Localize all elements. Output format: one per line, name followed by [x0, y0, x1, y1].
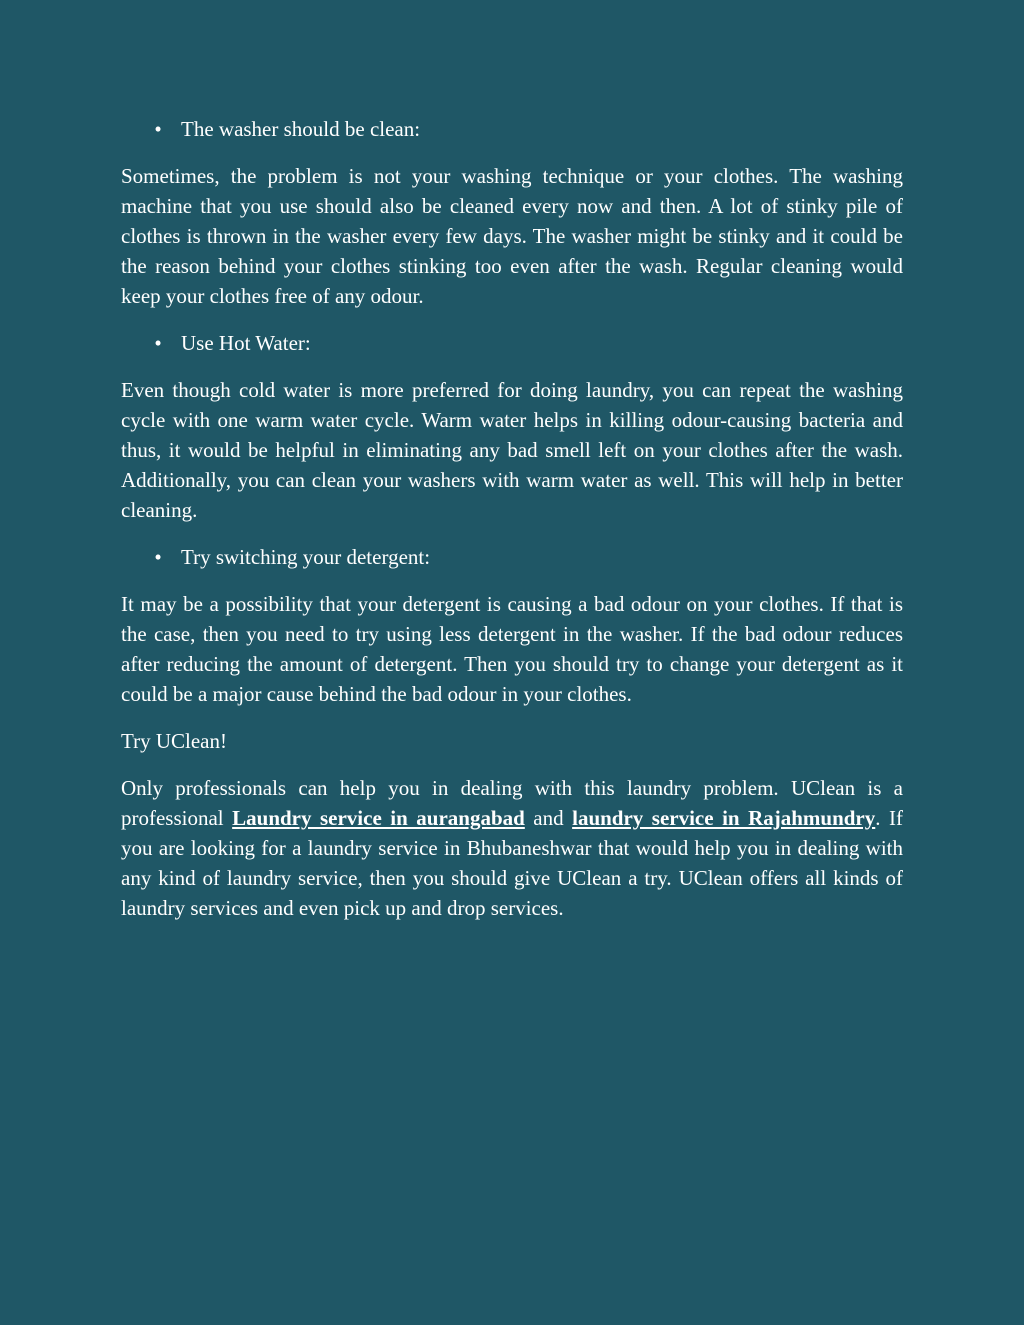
document-content — [121, 114, 903, 940]
bullet-icon: • — [154, 117, 162, 141]
bullet-text: Try switching your detergent: — [181, 545, 431, 569]
bullet-item — [121, 114, 903, 144]
closing-text-and: and — [524, 806, 573, 830]
laundry-aurangabad-link[interactable]: Laundry service in aurangabad — [232, 806, 525, 830]
bullet-item — [121, 328, 903, 358]
paragraph: Sometimes, the problem is not your washing technique or your clothes. The washing machine that you use should also be cleaned every now and then. A lot of stinky pile of clothes is thrown in the washer every few days. The washer might be stinky and it could be the reason behind your clothes stinking too even after the wash. Regular cleaning would keep your clothes free of any odour. — [121, 164, 903, 308]
paragraph: It may be a possibility that your detergent is causing a bad odour on your clothes. If that is the case, then you need to try using less detergent in the washer. If the bad odour reduces after reducing the amount of detergent. Then you should try to change your detergent as it could be a major cause behind the bad odour in your clothes. — [121, 592, 903, 706]
closing-text-start: Only professionals can help you in dealing with this laundry problem. UClean is a professional — [121, 776, 903, 830]
laundry-rajahmundry-link[interactable]: laundry service in Rajahmundry — [572, 806, 876, 830]
paragraph: Even though cold water is more preferred for doing laundry, you can repeat the washing cycle with one warm water cycle. Warm water helps in killing odour-causing bacteria and thus, it would be helpful in eliminating any bad smell left on your clothes after the wash. Additionally, you can clean your washers with warm water as well. This will help in better cleaning. — [121, 378, 903, 522]
bullet-text: Use Hot Water: — [181, 331, 311, 355]
closing-text-end: . If you are looking for a laundry service in Bhubaneshwar that would help you in dealing with any kind of laundry service, then you should give UClean a try. UClean offers all kinds of laundry services and even pick up and drop services. — [121, 806, 903, 920]
bullet-icon: • — [154, 331, 162, 355]
bullet-icon: • — [154, 545, 162, 569]
bullet-item — [121, 542, 903, 572]
section-heading: Try UClean! — [121, 729, 227, 753]
bullet-text: The washer should be clean: — [181, 117, 421, 141]
closing-paragraph — [121, 773, 903, 923]
